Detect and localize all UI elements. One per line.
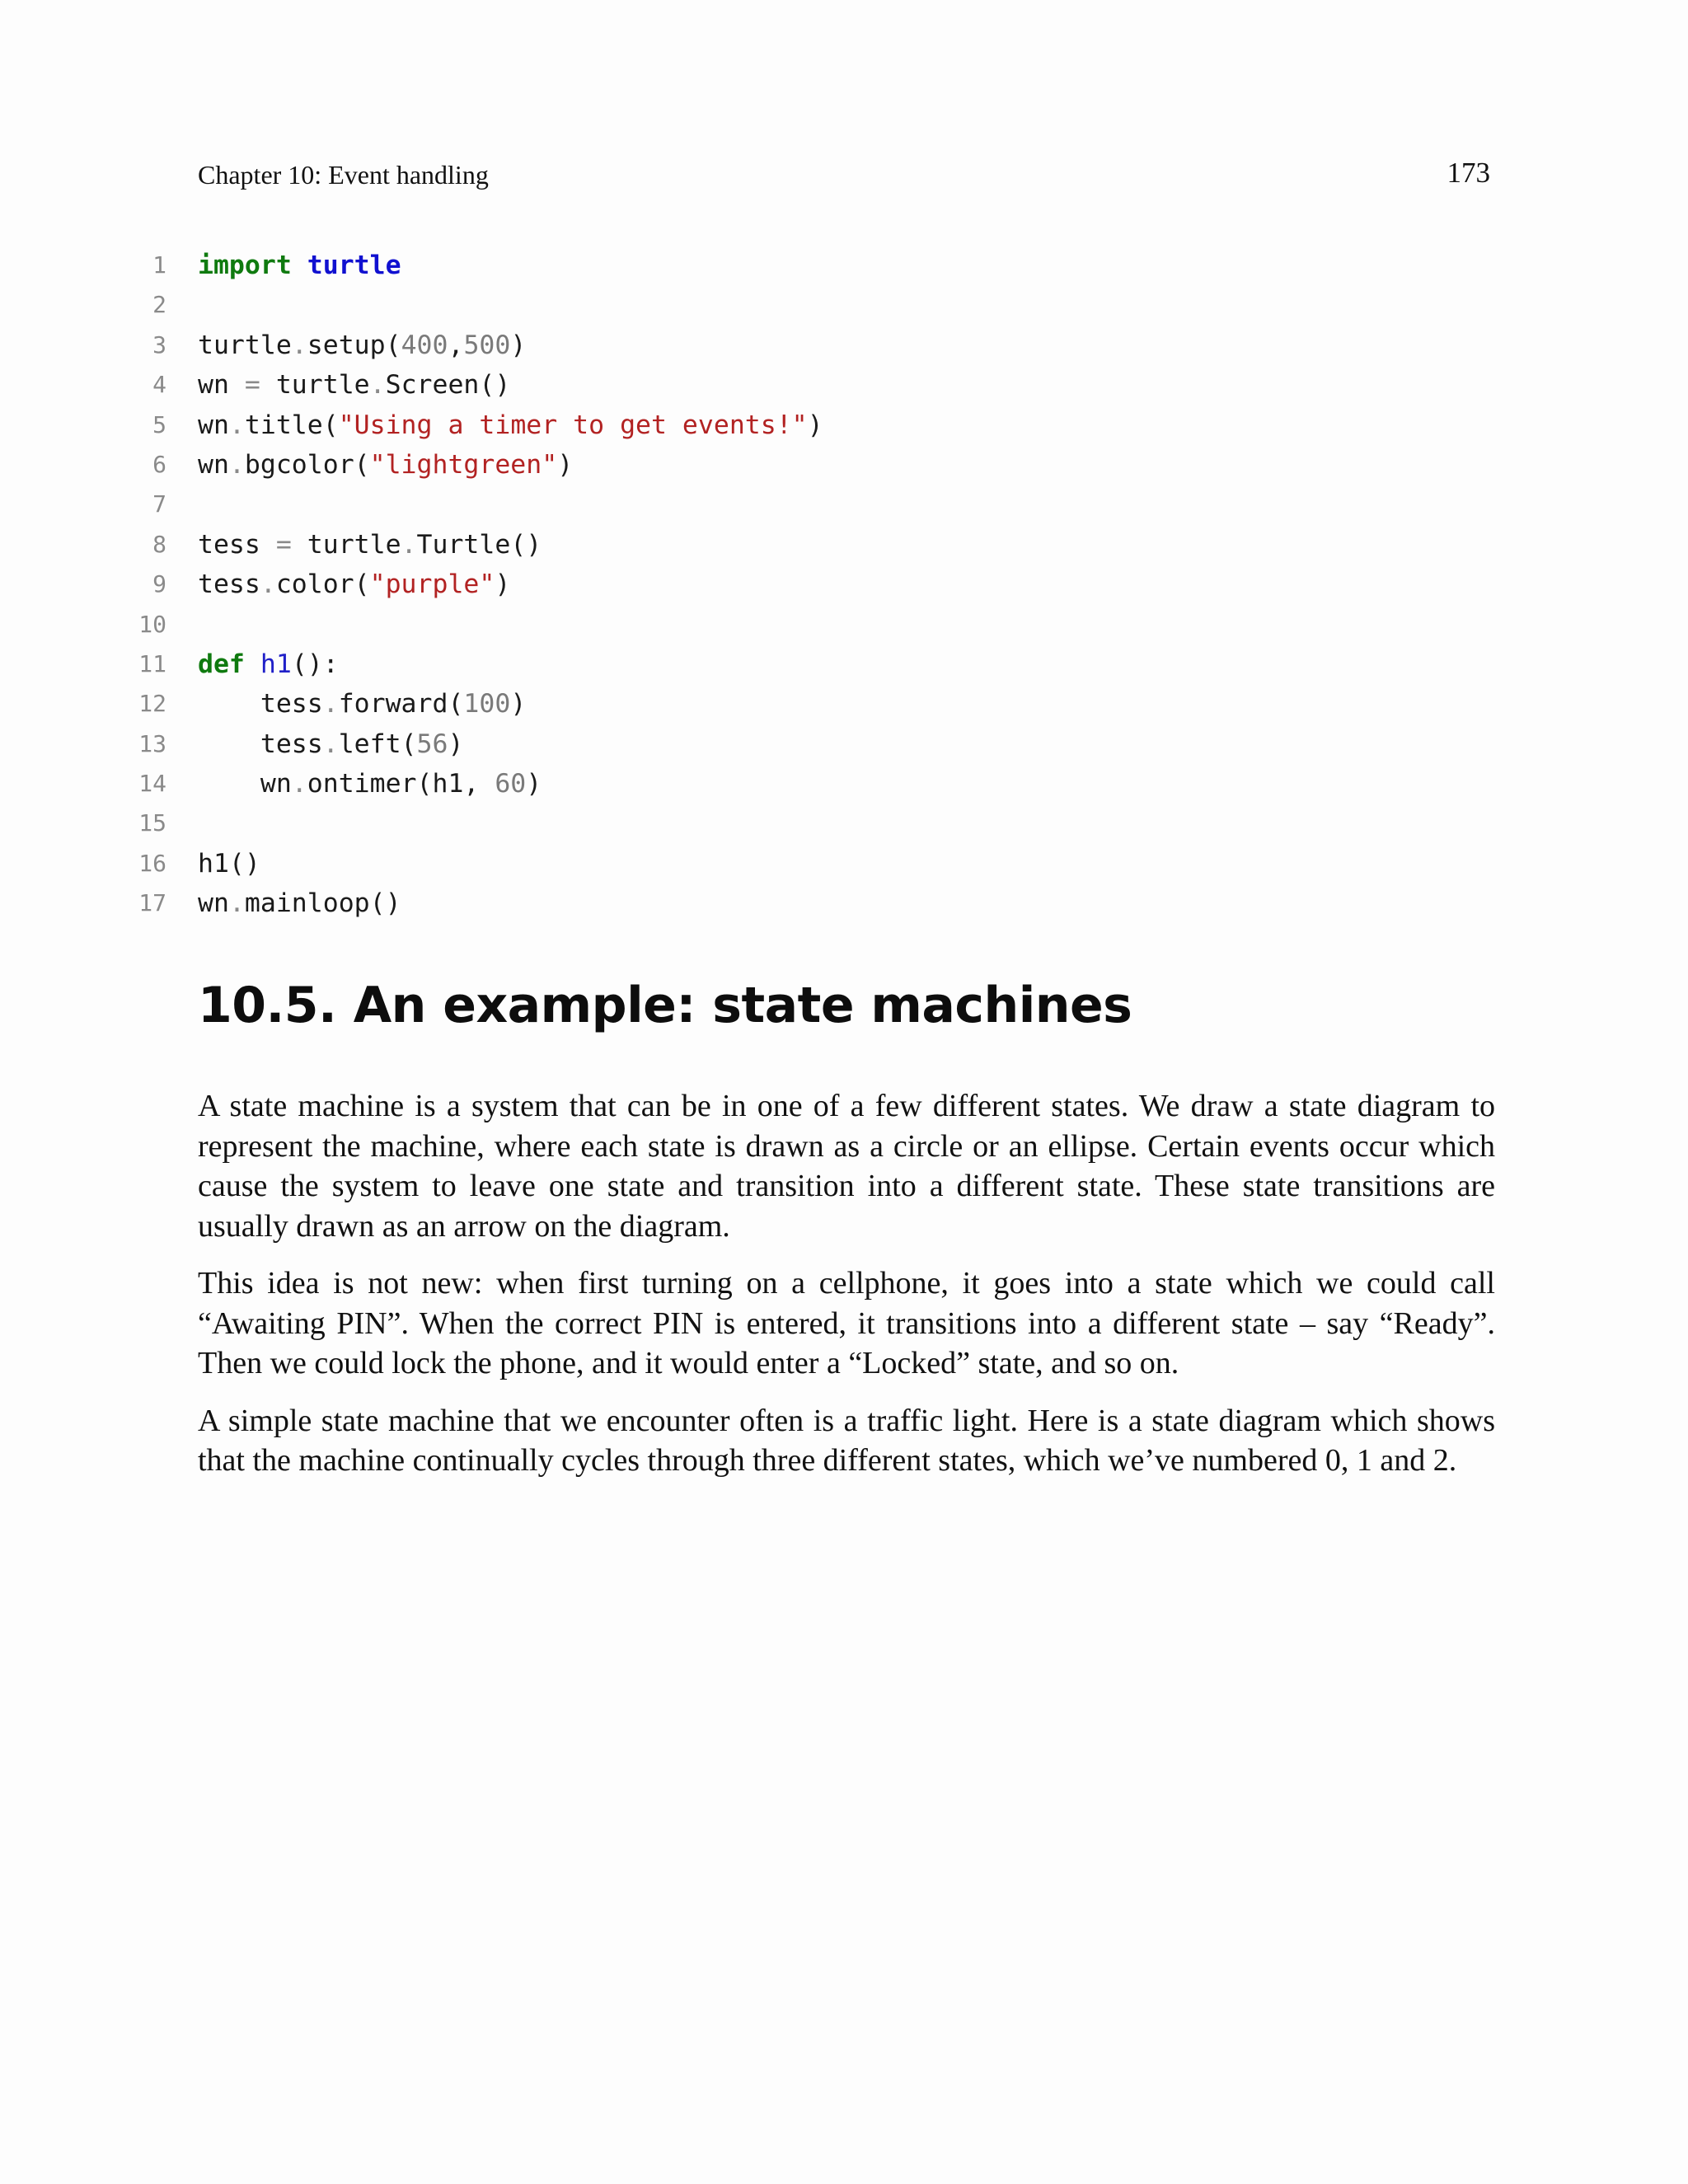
code-line: [124, 724, 1525, 764]
line-number: 1: [152, 251, 166, 279]
code-token: Screen(): [385, 370, 511, 401]
code-text: [198, 684, 526, 724]
code-token: def: [198, 649, 245, 679]
code-token: turtle: [307, 251, 401, 280]
code-line: [124, 326, 1525, 365]
code-text: [198, 445, 573, 485]
code-token: ():: [291, 649, 339, 679]
code-token: ): [448, 729, 464, 759]
line-number: 13: [138, 729, 166, 757]
line-number: 3: [152, 330, 166, 359]
code-line: [124, 644, 1525, 684]
chapter-title: Chapter 10: Event handling: [198, 160, 489, 190]
code-token: "Using a timer to get events!": [338, 410, 808, 440]
paragraph: This idea is not new: when first turning on a cellphone, it goes into a state which we could call “Awaiting PIN”. When the correct PIN is entered, it transitions into a different state – say “Ready”. Then we could lock the phone, and it would enter a “Locked” state, and so on.: [198, 1266, 1495, 1380]
code-token: 100: [463, 689, 511, 719]
code-token: tess: [198, 569, 260, 600]
line-number: 9: [152, 570, 166, 598]
body-text: [198, 1086, 1495, 1498]
code-token: ): [526, 769, 542, 799]
code-token: forward(: [338, 689, 464, 719]
code-text: [198, 326, 526, 365]
code-token: tess: [198, 729, 323, 759]
code-token: 60: [495, 769, 527, 799]
code-line: [124, 605, 1525, 644]
code-token: ): [557, 449, 574, 480]
code-token: Turtle(): [416, 529, 542, 560]
code-token: .: [228, 410, 245, 440]
code-line: [124, 405, 1525, 445]
code-text: [198, 565, 510, 604]
code-token: wn: [198, 769, 292, 799]
code-token: ): [510, 689, 527, 719]
running-header: [198, 157, 1490, 198]
code-text: [198, 246, 401, 285]
code-token: color(: [275, 569, 370, 600]
line-number: 10: [138, 610, 166, 638]
code-token: bgcolor(: [244, 449, 370, 480]
code-token: wn: [198, 370, 245, 401]
line-number: 12: [138, 690, 166, 718]
code-line: [124, 365, 1525, 405]
code-token: import: [198, 251, 292, 280]
code-token: tess: [198, 529, 276, 560]
code-token: .: [228, 888, 245, 919]
code-token: turtle: [291, 529, 401, 560]
code-text: [198, 764, 542, 804]
code-token: [292, 251, 307, 280]
code-token: wn: [198, 888, 229, 919]
line-number: 14: [138, 770, 166, 798]
code-token: .: [291, 769, 307, 799]
line-number: 6: [152, 450, 166, 478]
code-token: h1(): [198, 848, 260, 879]
code-token: left(: [338, 729, 417, 759]
code-token: .: [322, 729, 339, 759]
line-number: 2: [152, 291, 166, 319]
code-token: ): [510, 330, 527, 360]
code-line: [124, 565, 1525, 604]
code-text: [198, 405, 823, 445]
code-line: [124, 485, 1525, 524]
code-line: [124, 684, 1525, 724]
code-token: setup(: [307, 330, 401, 360]
line-number: 17: [138, 889, 166, 917]
code-token: title(: [244, 410, 339, 440]
paragraph: A simple state machine that we encounter often is a traffic light. Here is a state diagram which shows that the machine continually cycles through three different states, which we’ve numbered 0, 1 and 2.: [198, 1403, 1495, 1478]
code-line: [124, 844, 1525, 883]
code-token: wn: [198, 410, 229, 440]
code-token: .: [228, 449, 245, 480]
code-token: 400: [401, 330, 448, 360]
code-token: ): [495, 569, 511, 600]
code-token: .: [401, 529, 417, 560]
code-line: [124, 804, 1525, 843]
code-token: tess: [198, 689, 323, 719]
code-token: [245, 649, 260, 679]
code-line: [124, 883, 1525, 923]
code-token: turtle: [198, 330, 292, 360]
line-number: 15: [138, 809, 166, 837]
line-number: 8: [152, 530, 166, 558]
code-token: .: [369, 370, 386, 401]
code-token: =: [275, 529, 292, 560]
line-number: 16: [138, 849, 166, 877]
line-number: 5: [152, 410, 166, 438]
line-number: 11: [138, 649, 166, 677]
code-token: .: [291, 330, 307, 360]
paragraph: A state machine is a system that can be in one of a few different states. We draw a state diagram to represent the machine, where each state is drawn as a circle or an ellipse. Certain events occur which cause the system to leave one state and transition into a different state. These state transitions are usually drawn as an arrow on the diagram.: [198, 1089, 1495, 1244]
code-line: [124, 246, 1525, 285]
code-token: .: [260, 569, 276, 600]
code-token: "lightgreen": [369, 449, 558, 480]
code-text: [198, 365, 510, 405]
code-token: h1: [260, 649, 292, 679]
page-number: 173: [1447, 157, 1490, 189]
code-token: ontimer(h1,: [307, 769, 495, 799]
code-token: mainloop(): [244, 888, 401, 919]
code-text: [198, 844, 260, 883]
section-heading: 10.5. An example: state machines: [198, 977, 1132, 1034]
code-line: [124, 764, 1525, 804]
code-line: [124, 285, 1525, 325]
code-text: [198, 525, 542, 565]
code-text: [198, 883, 401, 923]
code-token: =: [244, 370, 260, 401]
code-token: ): [807, 410, 823, 440]
code-text: [198, 724, 463, 764]
code-token: 500: [463, 330, 511, 360]
code-text: [198, 644, 339, 684]
code-token: 56: [416, 729, 448, 759]
line-number: 4: [152, 371, 166, 399]
code-token: ,: [448, 330, 464, 360]
code-token: "purple": [369, 569, 495, 600]
code-token: wn: [198, 449, 229, 480]
code-token: turtle: [260, 370, 370, 401]
code-line: [124, 445, 1525, 485]
code-listing: [124, 246, 1525, 924]
line-number: 7: [152, 490, 166, 518]
code-token: .: [322, 689, 339, 719]
code-line: [124, 525, 1525, 565]
